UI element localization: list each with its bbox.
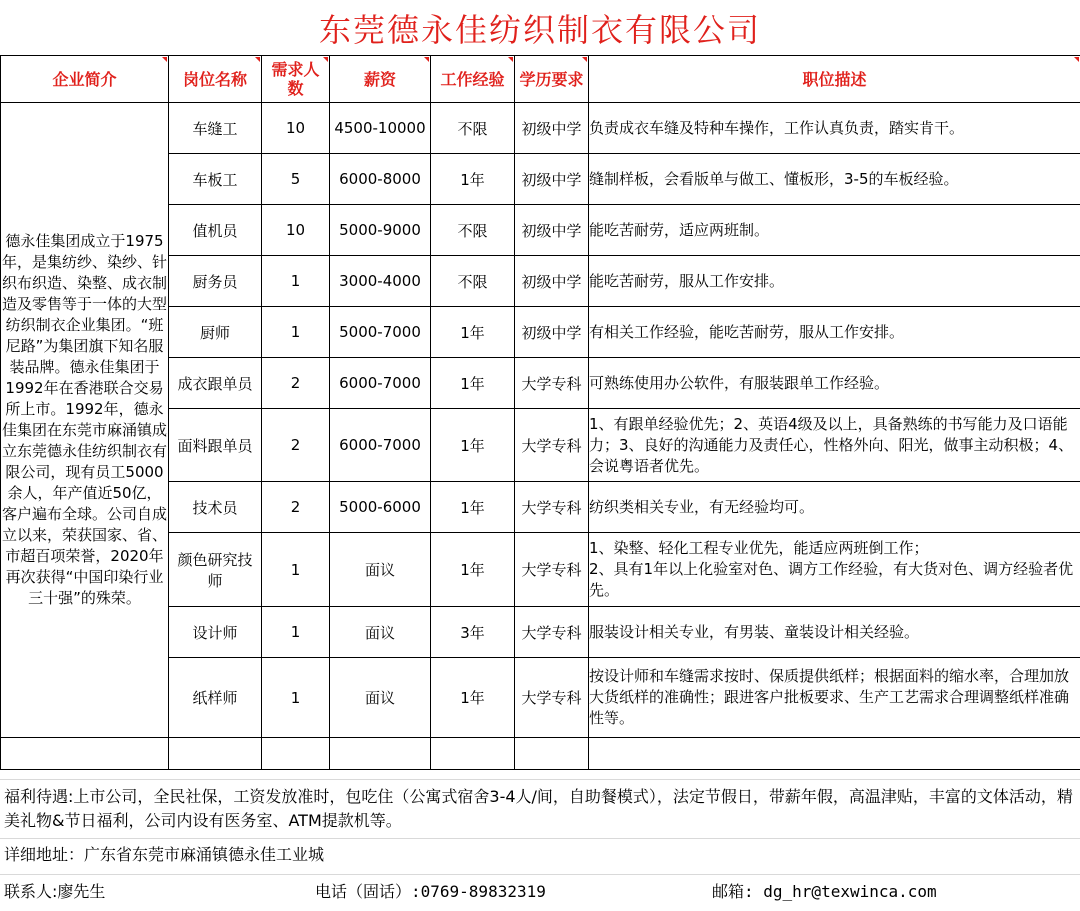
job-salary: 5000-7000 xyxy=(330,307,431,358)
job-position: 值机员 xyxy=(169,205,262,256)
job-experience: 不限 xyxy=(431,256,515,307)
company-intro: 德永佳集团成立于1975年，是集纺纱、染纱、针织布织造、染整、成衣制造及零售等于一体的大型纺织制衣企业集团。“班尼路”为集团旗下知名服装品牌。德永佳集团于1992年在香港联合交易所上市。1992年，德永佳集团在东莞市麻涌镇成立东莞德永佳纺织制衣有限公司，现有员工5000余人，年产值近50亿，客户遍布全球。公司自成立以来，荣获国家、省、市超百项荣誉，2020年再次获得“中国印染行业三十强”的殊荣。 xyxy=(1,103,169,738)
job-salary: 5000-6000 xyxy=(330,482,431,533)
blank-cell xyxy=(169,738,262,770)
job-description: 按设计师和车缝需求按时、保质提供纸样；根据面料的缩水率，合理加放大货纸样的准确性；跟进客户批板要求、生产工艺需求合理调整纸样准确性等。 xyxy=(589,658,1080,738)
job-education: 初级中学 xyxy=(515,103,589,154)
job-position: 面料跟单员 xyxy=(169,409,262,482)
job-description: 能吃苦耐劳，适应两班制。 xyxy=(589,205,1080,256)
job-education: 大学专科 xyxy=(515,658,589,738)
job-experience: 1年 xyxy=(431,533,515,607)
job-salary: 6000-7000 xyxy=(330,409,431,482)
job-position: 厨师 xyxy=(169,307,262,358)
blank-row xyxy=(1,738,1080,770)
job-row xyxy=(1,103,1080,154)
blank-cell xyxy=(330,738,431,770)
job-count: 10 xyxy=(262,205,330,256)
job-description: 1、有跟单经验优先；2、英语4级及以上，具备熟练的书写能力及口语能力；3、良好的沟通能力及责任心，性格外向、阳光，做事主动积极；4、会说粤语者优先。 xyxy=(589,409,1080,482)
job-count: 1 xyxy=(262,607,330,658)
contact-email[interactable]: 邮箱: dg_hr@texwinca.com xyxy=(712,882,937,901)
job-education: 大学专科 xyxy=(515,358,589,409)
job-experience: 1年 xyxy=(431,307,515,358)
header-count: 需求人数 xyxy=(262,56,330,103)
job-position: 成衣跟单员 xyxy=(169,358,262,409)
header-salary: 薪资 xyxy=(330,56,431,103)
job-position: 厨务员 xyxy=(169,256,262,307)
job-salary: 面议 xyxy=(330,607,431,658)
job-description: 可熟练使用办公软件，有服装跟单工作经验。 xyxy=(589,358,1080,409)
job-description: 有相关工作经验，能吃苦耐劳，服从工作安排。 xyxy=(589,307,1080,358)
job-experience: 1年 xyxy=(431,658,515,738)
job-position: 纸样师 xyxy=(169,658,262,738)
job-description: 纺织类相关专业，有无经验均可。 xyxy=(589,482,1080,533)
blank-cell xyxy=(262,738,330,770)
job-table xyxy=(0,55,1080,770)
header-row xyxy=(1,56,1080,103)
job-count: 2 xyxy=(262,409,330,482)
job-count: 1 xyxy=(262,533,330,607)
job-position: 设计师 xyxy=(169,607,262,658)
divider xyxy=(0,838,1080,839)
header-intro: 企业简介 xyxy=(1,56,169,103)
job-position: 技术员 xyxy=(169,482,262,533)
job-experience: 1年 xyxy=(431,409,515,482)
contact-phone: 电话（固话）:0769-89832319 xyxy=(315,882,546,901)
job-experience: 不限 xyxy=(431,205,515,256)
job-experience: 不限 xyxy=(431,103,515,154)
job-count: 1 xyxy=(262,658,330,738)
job-education: 大学专科 xyxy=(515,533,589,607)
job-salary: 5000-9000 xyxy=(330,205,431,256)
job-salary: 3000-4000 xyxy=(330,256,431,307)
job-position: 颜色研究技师 xyxy=(169,533,262,607)
job-count: 2 xyxy=(262,482,330,533)
job-count: 1 xyxy=(262,256,330,307)
job-count: 2 xyxy=(262,358,330,409)
job-experience: 1年 xyxy=(431,358,515,409)
divider xyxy=(0,874,1080,875)
blank-cell xyxy=(589,738,1080,770)
job-education: 初级中学 xyxy=(515,205,589,256)
address-text: 详细地址：广东省东莞市麻涌镇德永佳工业城 xyxy=(4,845,325,864)
header-position: 岗位名称 xyxy=(169,56,262,103)
job-experience: 3年 xyxy=(431,607,515,658)
blank-cell xyxy=(1,738,169,770)
job-description: 1、染整、轻化工程专业优先，能适应两班倒工作； 2、具有1年以上化验室对色、调方工作经验，有大货对色、调方经验者优先。 xyxy=(589,533,1080,607)
job-description: 负责成衣车缝及特种车操作，工作认真负责，踏实肯干。 xyxy=(589,103,1080,154)
blank-cell xyxy=(431,738,515,770)
job-count: 5 xyxy=(262,154,330,205)
job-count: 1 xyxy=(262,307,330,358)
job-experience: 1年 xyxy=(431,482,515,533)
blank-cell xyxy=(515,738,589,770)
job-salary: 面议 xyxy=(330,658,431,738)
job-education: 初级中学 xyxy=(515,256,589,307)
header-experience: 工作经验 xyxy=(431,56,515,103)
benefits-text: 福利待遇:上市公司，全民社保，工资发放准时，包吃住（公寓式宿舍3-4人/间，自助餐模式），法定节假日，带薪年假，高温津贴，丰富的文体活动，精美礼物&节日福利，公司内设有医务室、ATM提款机等。 xyxy=(4,787,1073,830)
job-experience: 1年 xyxy=(431,154,515,205)
job-salary: 6000-7000 xyxy=(330,358,431,409)
header-education: 学历要求 xyxy=(515,56,589,103)
header-description: 职位描述 xyxy=(589,56,1080,103)
contact-person: 联系人:廖先生 xyxy=(4,882,106,901)
job-education: 大学专科 xyxy=(515,482,589,533)
job-salary: 4500-10000 xyxy=(330,103,431,154)
job-position: 车板工 xyxy=(169,154,262,205)
job-education: 大学专科 xyxy=(515,607,589,658)
contact-row xyxy=(0,880,1080,906)
job-salary: 面议 xyxy=(330,533,431,607)
job-description: 能吃苦耐劳，服从工作安排。 xyxy=(589,256,1080,307)
job-salary: 6000-8000 xyxy=(330,154,431,205)
divider xyxy=(0,779,1080,780)
company-title: 东莞德永佳纺织制衣有限公司 xyxy=(318,11,761,49)
job-education: 初级中学 xyxy=(515,307,589,358)
job-count: 10 xyxy=(262,103,330,154)
job-description: 服装设计相关专业，有男装、童装设计相关经验。 xyxy=(589,607,1080,658)
job-education: 初级中学 xyxy=(515,154,589,205)
job-description: 缝制样板，会看版单与做工、懂板形，3-5的车板经验。 xyxy=(589,154,1080,205)
job-position: 车缝工 xyxy=(169,103,262,154)
job-education: 大学专科 xyxy=(515,409,589,482)
